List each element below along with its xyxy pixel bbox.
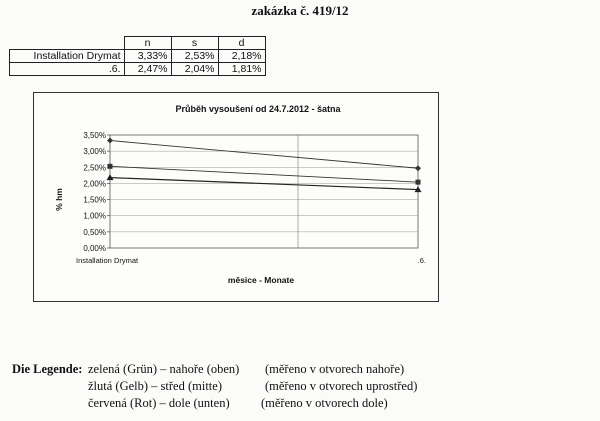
legend-item-note: (měřeno v otvorech nahoře) <box>265 362 405 376</box>
legend-item-name: červená (Rot) – dole (unten) <box>88 396 230 410</box>
legend-heading: Die Legende: <box>12 362 83 376</box>
y-tick-label: 0,50% <box>83 227 106 237</box>
chart-canvas <box>34 93 438 301</box>
measurement-table <box>9 36 266 76</box>
table-row <box>10 50 266 63</box>
plot-frame <box>110 135 418 248</box>
drying-chart <box>33 92 439 302</box>
document-title: zakázka č. 419/12 <box>251 3 349 18</box>
table-row-label: Installation Drymat <box>10 50 125 63</box>
table-header-n: n <box>124 37 171 50</box>
y-tick-label: 3,00% <box>83 147 106 157</box>
series-line <box>110 140 418 168</box>
table-header-d: d <box>218 37 265 50</box>
table-header-corner <box>10 37 125 50</box>
legend-item-name: žlutá (Gelb) – střed (mitte) <box>88 379 222 393</box>
table-cell: 3,33% <box>124 50 171 63</box>
x-tick-label: .6. <box>417 256 426 265</box>
table-cell: 1,81% <box>218 63 265 76</box>
y-tick-label: 0,00% <box>83 244 106 253</box>
y-tick-label: 1,50% <box>83 195 106 205</box>
y-tick-label: 2,50% <box>83 163 106 173</box>
y-tick-label: 3,50% <box>83 131 106 140</box>
table-header-s: s <box>171 37 218 50</box>
table-row-label: .6. <box>10 63 125 76</box>
y-axis-label: % hm <box>54 188 64 211</box>
data-point <box>416 180 421 185</box>
x-tick-label: Installation Drymat <box>76 256 139 265</box>
legend-item-note: (měřeno v otvorech uprostřed) <box>265 379 418 393</box>
legend-item-note: (měřeno v otvorech dole) <box>261 396 388 410</box>
table-row <box>10 63 266 76</box>
chart-title: Průběh vysoušení od 24.7.2012 - šatna <box>175 104 341 114</box>
table-cell: 2,53% <box>171 50 218 63</box>
y-tick-label: 1,00% <box>83 211 106 221</box>
x-axis-label: měsice - Monate <box>227 275 295 285</box>
table-header-row <box>10 37 266 50</box>
table-cell: 2,18% <box>218 50 265 63</box>
legend-item-name: zelená (Grün) – nahoře (oben) <box>88 362 240 376</box>
data-point <box>108 164 113 169</box>
table-cell: 2,04% <box>171 63 218 76</box>
data-point <box>107 137 113 143</box>
y-tick-label: 2,00% <box>83 179 106 189</box>
table-cell: 2,47% <box>124 63 171 76</box>
data-point <box>415 165 421 171</box>
